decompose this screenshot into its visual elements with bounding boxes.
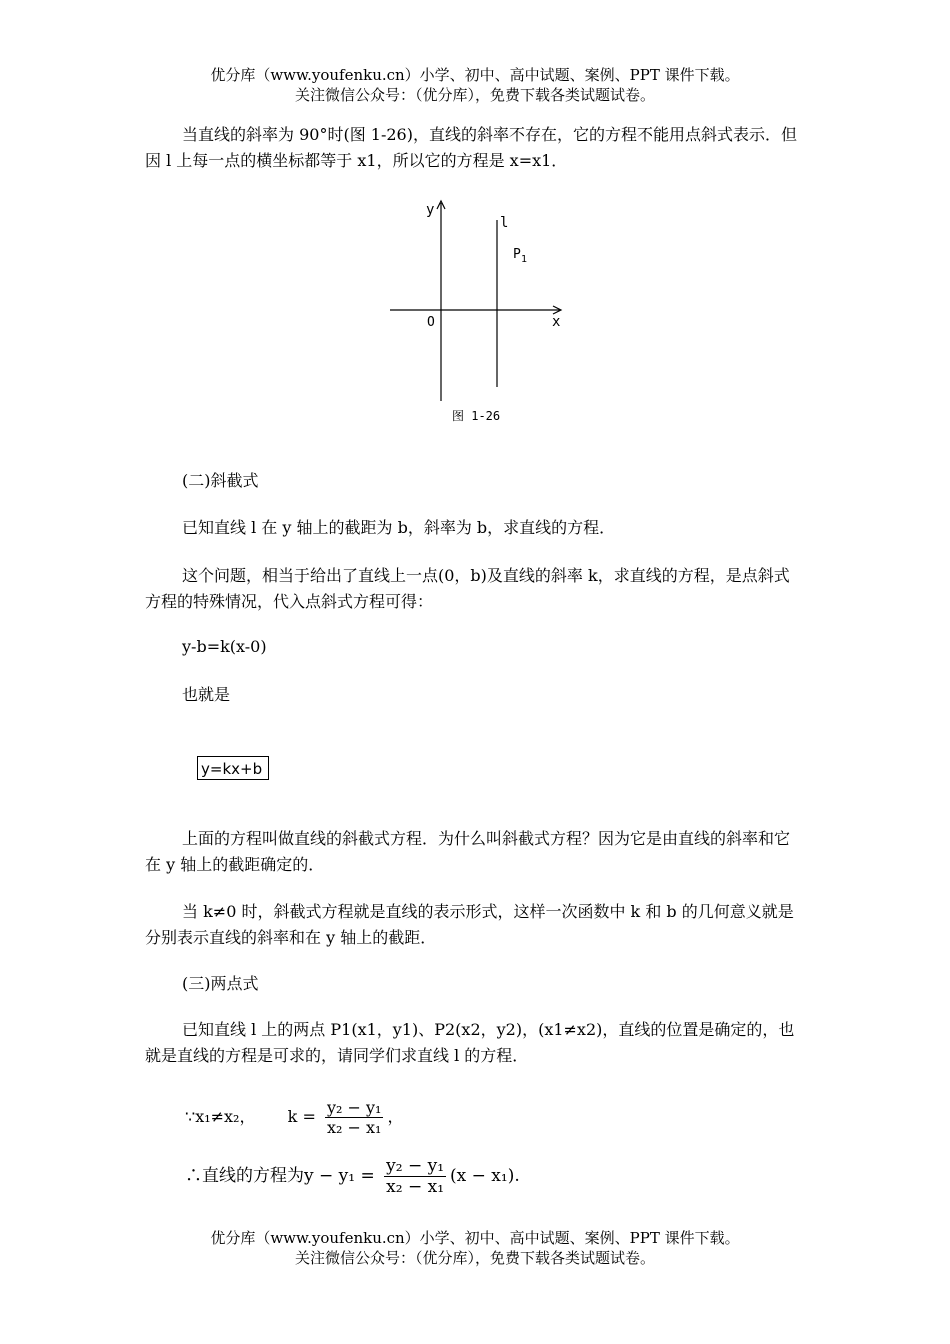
x-axis-label: x — [552, 314, 561, 330]
header-line-1: 优分库（www.youfenku.cn）小学、初中、高中试题、案例、PPT 课件下载。 — [210, 66, 740, 84]
x-not-equal: x₁≠x₂， — [195, 1107, 256, 1126]
eq-lhs: y − y₁ = — [304, 1166, 375, 1186]
section-2-para1: 上面的方程叫做直线的斜截式方程．为什么叫斜截式方程？因为它是由直线的斜率和它在 y 轴上的截距确定的． — [145, 829, 791, 874]
header-line-2: 关注微信公众号：（优分库），免费下载各类试题试卷。 — [294, 86, 655, 104]
y-axis-label: y — [426, 202, 435, 218]
line-l-label: l — [500, 215, 509, 231]
point-slope-equation: y-b=k(x-0) — [182, 637, 267, 656]
footer-line-2: 关注微信公众号：（优分库），免费下载各类试题试卷。 — [294, 1249, 655, 1267]
two-point-equation — [185, 1156, 520, 1197]
slope-intercept-boxed-equation: y=kx+b — [197, 756, 269, 780]
two-point-numerator: y₂ − y₁ — [386, 1156, 445, 1176]
section-2-problem: 已知直线 l 在 y 轴上的截距为 b，斜率为 b，求直线的方程． — [182, 518, 616, 537]
figure-1-26 — [380, 195, 580, 430]
point-p1-subscript: 1 — [521, 254, 528, 265]
intro-paragraph: 当直线的斜率为 90°时(图 1-26)，直线的斜率不存在，它的方程不能用点斜式表示．但因 l 上每一点的横坐标都等于 x1，所以它的方程是 x=x1． — [145, 125, 797, 170]
section-2-heading: (二)斜截式 — [182, 471, 259, 490]
point-p1-label: P — [513, 247, 521, 262]
section-2-para2: 当 k≠0 时，斜截式方程就是直线的表示形式，这样一次函数中 k 和 b 的几何意义就是分别表示直线的斜率和在 y 轴上的截距． — [145, 902, 794, 947]
two-point-fraction — [384, 1156, 446, 1197]
because-symbol: ∵ — [185, 1107, 196, 1126]
slope-denominator: x₂ − x₁ — [326, 1118, 382, 1137]
section-2-explain: 这个问题，相当于给出了直线上一点(0，b)及直线的斜率 k，求直线的方程，是点斜式方程的特殊情况，代入点斜式方程可得： — [145, 566, 790, 611]
figure-caption: 图 1-26 — [452, 409, 501, 423]
origin-label: O — [427, 315, 435, 330]
section-3-heading: (三)两点式 — [182, 974, 259, 993]
slope-fraction — [325, 1098, 383, 1137]
comma: ， — [387, 1107, 404, 1126]
slope-numerator: y₂ − y₁ — [326, 1098, 382, 1117]
slope-formula — [185, 1098, 403, 1137]
also-text: 也就是 — [182, 685, 231, 704]
therefore-text: ∴直线的方程为 — [185, 1166, 304, 1186]
section-3-problem: 已知直线 l 上的两点 P1(x1，y1)、P2(x2，y2)，(x1≠x2)，直线的位置是确定的，也就是直线的方程是可求的，请同学们求直线 l 的方程． — [145, 1020, 795, 1065]
k-lhs: k = — [287, 1107, 316, 1126]
footer-line-1: 优分库（www.youfenku.cn）小学、初中、高中试题、案例、PPT 课件下载。 — [210, 1229, 740, 1247]
eq-rhs: (x − x₁). — [450, 1166, 520, 1186]
two-point-denominator: x₂ − x₁ — [386, 1177, 445, 1197]
